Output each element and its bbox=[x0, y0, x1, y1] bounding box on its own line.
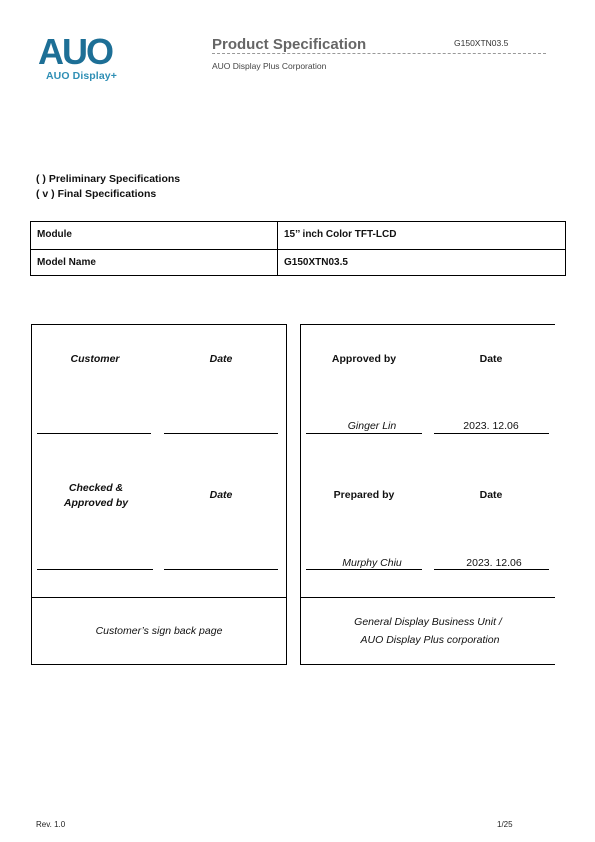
approved-date-line bbox=[434, 433, 549, 434]
model-name-value: G150XTN03.5 bbox=[284, 257, 348, 268]
box-footer-divider bbox=[32, 597, 286, 598]
approved-date-label: Date bbox=[479, 353, 503, 365]
company-name: AUO Display Plus Corporation bbox=[212, 61, 327, 71]
customer-date-line bbox=[164, 433, 278, 434]
prepared-date-value: 2023. 12.06 bbox=[466, 557, 522, 569]
checked-date-line bbox=[164, 569, 278, 570]
table-row bbox=[31, 249, 565, 277]
preliminary-spec-option: ( ) Preliminary Specifications bbox=[36, 173, 181, 185]
business-unit-line1: General Display Business Unit / bbox=[354, 616, 502, 628]
document-title: Product Specification bbox=[212, 36, 367, 53]
svg-text:AUO: AUO bbox=[38, 32, 112, 72]
checked-signature-line bbox=[37, 569, 153, 570]
approved-signature-line bbox=[306, 433, 422, 434]
prepared-date-label: Date bbox=[479, 489, 503, 501]
auo-signature-box bbox=[300, 324, 555, 665]
module-value: 15’’ inch Color TFT-LCD bbox=[284, 229, 397, 240]
logo-subtitle: AUO Display+ bbox=[46, 70, 117, 82]
header-divider bbox=[212, 53, 546, 54]
approved-by-name: Ginger Lin bbox=[347, 420, 397, 432]
customer-label: Customer bbox=[70, 353, 120, 365]
business-unit-line2: AUO Display Plus corporation bbox=[360, 634, 500, 646]
box-footer-divider bbox=[301, 597, 555, 598]
header-model-code: G150XTN03.5 bbox=[454, 38, 509, 48]
module-label: Module bbox=[37, 229, 72, 240]
customer-signature-line bbox=[37, 433, 151, 434]
approved-by-label: Approved by bbox=[331, 353, 397, 365]
customer-date-label: Date bbox=[209, 353, 233, 365]
page-number: 1/25 bbox=[497, 820, 513, 829]
prepared-by-name: Murphy Chiu bbox=[342, 557, 402, 569]
module-table bbox=[30, 221, 566, 276]
customer-signature-box bbox=[31, 324, 287, 665]
approved-date-value: 2023. 12.06 bbox=[463, 420, 519, 432]
checked-approved-label-line2: Approved by bbox=[63, 497, 129, 509]
checked-date-label: Date bbox=[209, 489, 233, 501]
model-name-label: Model Name bbox=[37, 257, 96, 268]
checked-approved-label-line1: Checked & bbox=[68, 482, 124, 494]
customer-sign-back-note: Customer’s sign back page bbox=[95, 625, 223, 637]
revision-label: Rev. 1.0 bbox=[36, 820, 66, 829]
prepared-date-line bbox=[434, 569, 549, 570]
prepared-by-label: Prepared by bbox=[333, 489, 395, 501]
table-row bbox=[31, 222, 565, 249]
prepared-signature-line bbox=[306, 569, 422, 570]
final-spec-option: ( v ) Final Specifications bbox=[36, 188, 157, 200]
